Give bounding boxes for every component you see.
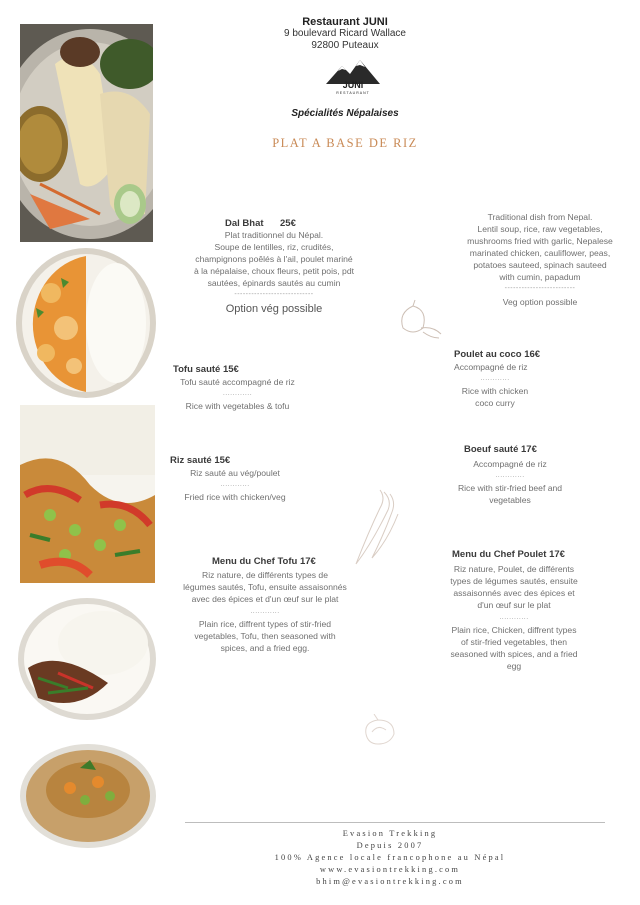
chef-tofu-fr-line: légumes sautés, Tofu, ensuite assaisonnés [183,582,347,592]
dal-bhat-option-fr: Option vég possible [225,303,323,315]
chef-poulet-fr-line: Riz nature, Poulet, de différents [453,564,575,574]
chef-poulet-title: Menu du Chef Poulet 17€ [452,549,565,560]
tofu-saute-fr: Tofu sauté accompagné de riz [180,377,295,387]
dal-bhat-option-en: Veg option possible [502,297,578,307]
boeuf-saute-en-line: vegetables [489,495,531,505]
chef-tofu-en-line: spices, and a fried egg. [220,643,310,653]
dal-bhat-illustration [20,24,153,242]
divider: ---------------------------- [234,291,314,298]
divider: ............ [495,472,525,479]
riz-saute-title: Riz sauté 15€ [170,455,231,466]
restaurant-name: Restaurant JUNI [302,16,388,28]
chef-poulet-fr-line: assaisonnés avec des épices et [453,588,575,598]
riz-saute-fr: Riz sauté au vég/poulet [190,468,280,478]
chef-poulet-description [436,563,592,672]
logo-subtext: RESTAURANT [336,91,370,95]
dal-bhat-fr-line: à la népalaise, choux fleurs, petit pois, pdt [193,266,355,276]
stir-fry-illustration [18,598,156,720]
divider: ............ [480,375,510,382]
chef-poulet-en-line: Plain rice, Chicken, diffrent types [451,625,577,635]
poulet-coco-fr: Accompagné de riz [454,362,528,372]
chef-tofu-en-line: Plain rice, diffrent types of stir-fried [198,619,332,629]
chef-poulet-en-line: seasoned with spices, and a fried [450,649,578,659]
dal-bhat-en-line: Traditional dish from Nepal. [487,212,593,222]
boeuf-saute-description [440,458,580,506]
address-line-2: 92800 Puteaux [311,40,379,51]
dal-bhat-fr-line: Soupe de lentilles, riz, crudités, [214,242,334,252]
tofu-saute-en: Rice with vegetables & tofu [185,401,290,411]
divider: ............ [222,390,253,397]
chef-tofu-en-line: vegetables, Tofu, then seasoned with [194,631,336,641]
riz-saute-en: Fried rice with chicken/veg [184,492,286,502]
dal-bhat-en-line: with cumin, papadum [499,272,581,282]
footer-since: Depuis 2007 [356,841,424,850]
veg-rice-illustration [20,738,156,850]
riz-saute-description [160,467,310,503]
poulet-coco-description [440,361,550,409]
chef-tofu-title: Menu du Chef Tofu 17€ [212,556,316,567]
poulet-coco-title: Poulet au coco 16€ [454,349,541,360]
divider: ............ [220,481,250,488]
tofu-saute-description [160,376,315,412]
poulet-coco-en-line: Rice with chicken [461,386,529,396]
boeuf-saute-fr: Accompagné de riz [473,459,547,469]
footer-divider [185,822,605,823]
chef-tofu-fr-line: avec des épices et d'un œuf sur le plat [191,594,339,604]
onion-sketch-icon [360,714,400,748]
restaurant-header [240,16,450,52]
dal-bhat-fr-line: sautées, épinards sautés au cumin [207,278,341,288]
chef-poulet-en-line: egg [506,661,522,671]
footer-tagline: 100% Agence locale francophone au Népal [274,853,506,862]
dal-bhat-fr-line: champignons poêlés à l'ail, poulet mariné [195,254,353,264]
specialty-label: Spécialités Népalaises [291,108,399,119]
chef-poulet-fr-line: types de légumes sautés, ensuite [450,576,578,586]
chef-poulet-en-line: of stir-fried vegetables, then [460,637,568,647]
garlic-sketch-icon [393,298,443,340]
logo-text: JUNI [342,80,364,90]
dal-bhat-en-line: Lentil soup, rice, raw vegetables, [477,224,603,234]
dal-bhat-price: 25€ [280,218,296,229]
photo-dal-bhat [20,24,153,242]
chef-tofu-description [172,569,358,654]
dal-bhat-name: Dal Bhat [225,218,264,229]
chef-poulet-fr-line: d'un œuf sur le plat [477,600,551,610]
footer-email-link[interactable]: bhim@evasiontrekking.com [316,877,464,886]
curry-bowl-illustration [16,248,156,398]
dal-bhat-fr-line: Plat traditionnel du Népal. [224,230,324,240]
photo-veg-rice [20,738,156,850]
divider: ............ [499,614,529,621]
dal-bhat-en-line: marinated chicken, cauliflower, peas, [469,248,611,258]
photo-fried-rice [20,405,155,583]
chili-sketch-icon [350,488,400,568]
boeuf-saute-title: Boeuf sauté 17€ [464,444,537,455]
dal-bhat-description-en [455,211,625,308]
poulet-coco-en-line: coco curry [475,398,515,408]
footer-agency-name: Evasion Trekking [342,829,438,838]
photo-stir-fry-rice [18,598,156,720]
footer [220,828,560,888]
tofu-saute-title: Tofu sauté 15€ [173,364,239,375]
restaurant-logo [324,58,382,98]
section-title: PLAT A BASE DE RIZ [272,136,418,150]
photo-curry-rice [16,248,156,398]
chef-tofu-fr-line: Riz nature, de différents types de [202,570,328,580]
divider: ------------------------- [504,285,576,292]
dal-bhat-en-line: mushrooms fried with garlic, Nepalese [467,236,613,246]
boeuf-saute-en-line: Rice with stir-fried beef and [457,483,563,493]
footer-website-link[interactable]: www.evasiontrekking.com [319,865,461,874]
address-line-1: 9 boulevard Ricard Wallace [284,28,406,39]
dal-bhat-description-fr [178,229,370,315]
divider: ............ [250,608,280,615]
dal-bhat-en-line: potatoes sauteed, spinach sauteed [473,260,607,270]
fried-rice-illustration [20,405,155,583]
